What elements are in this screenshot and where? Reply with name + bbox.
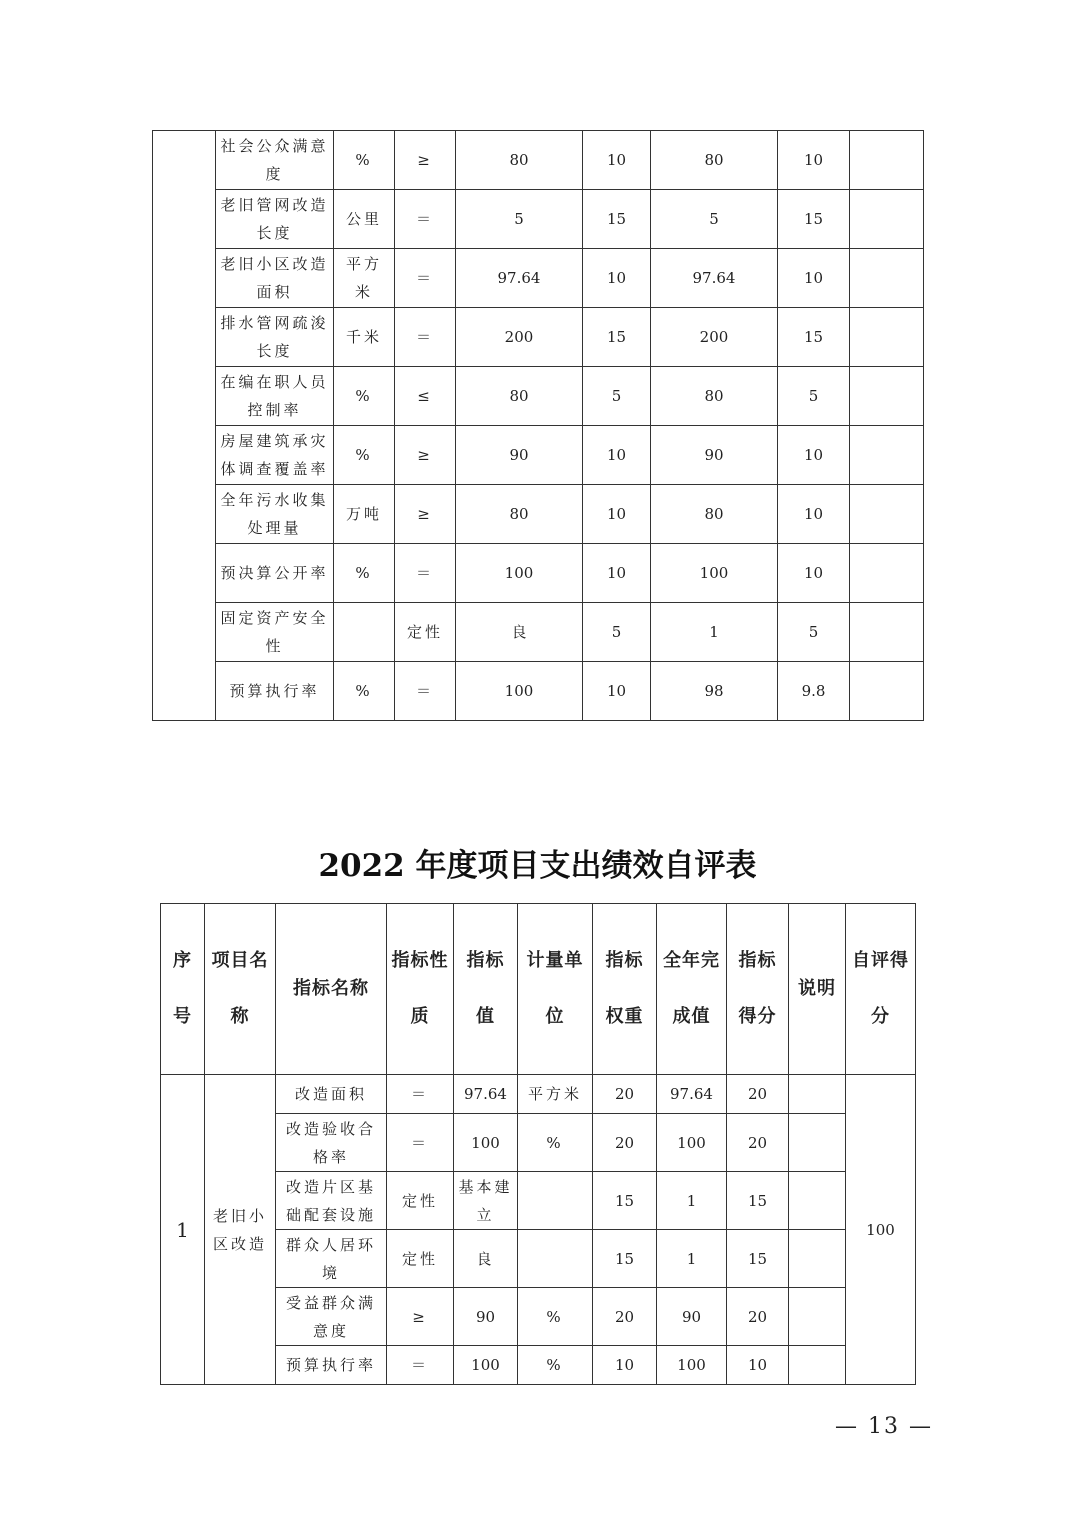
score-cell: 10 [778, 426, 850, 485]
indicator-name: 在编在职人员控制率 [216, 367, 334, 426]
value-cell: 良 [454, 1230, 518, 1288]
indicator-name: 社会公众满意度 [216, 131, 334, 190]
indicator-name: 固定资产安全性 [216, 603, 334, 662]
operator-cell: ≤ [395, 367, 456, 426]
note-cell [850, 662, 924, 721]
table-row [153, 544, 924, 603]
header-score: 指标得分 [727, 904, 789, 1075]
actual-cell: 80 [651, 485, 778, 544]
operator-cell: ＝ [395, 308, 456, 367]
target-cell: 5 [456, 190, 583, 249]
weight-cell: 5 [583, 603, 651, 662]
nature-cell: ＝ [387, 1114, 454, 1172]
indicator-name: 改造验收合格率 [276, 1114, 387, 1172]
indicator-name: 预决算公开率 [216, 544, 334, 603]
table-row [153, 426, 924, 485]
unit-cell: % [518, 1114, 593, 1172]
header-project: 项目名称 [205, 904, 276, 1075]
value-cell: 90 [454, 1288, 518, 1346]
indicator-table-continued [152, 130, 924, 721]
unit-cell [518, 1172, 593, 1230]
weight-cell: 10 [583, 662, 651, 721]
header-value: 指标值 [454, 904, 518, 1075]
target-cell: 80 [456, 131, 583, 190]
indicator-name: 受益群众满意度 [276, 1288, 387, 1346]
target-cell: 100 [456, 662, 583, 721]
note-cell [850, 249, 924, 308]
note-cell [850, 485, 924, 544]
weight-cell: 15 [593, 1230, 657, 1288]
weight-cell: 10 [583, 485, 651, 544]
indicator-name: 排水管网疏浚长度 [216, 308, 334, 367]
actual-cell: 100 [657, 1346, 727, 1385]
table-row [153, 308, 924, 367]
note-cell [850, 308, 924, 367]
actual-cell: 1 [651, 603, 778, 662]
score-cell: 10 [778, 485, 850, 544]
unit-cell [518, 1230, 593, 1288]
header-actual: 全年完成值 [657, 904, 727, 1075]
operator-cell: ≥ [395, 131, 456, 190]
unit-cell: % [334, 662, 395, 721]
score-cell: 15 [727, 1230, 789, 1288]
target-cell: 100 [456, 544, 583, 603]
unit-cell: % [518, 1288, 593, 1346]
weight-cell: 20 [593, 1114, 657, 1172]
indicator-name: 预算执行率 [276, 1346, 387, 1385]
actual-cell: 1 [657, 1172, 727, 1230]
table-row [161, 1075, 916, 1114]
note-cell [789, 1075, 846, 1114]
operator-cell: ≥ [395, 426, 456, 485]
note-cell [850, 426, 924, 485]
header-weight: 指标权重 [593, 904, 657, 1075]
note-cell [789, 1346, 846, 1385]
table-row [153, 367, 924, 426]
indicator-name: 老旧小区改造面积 [216, 249, 334, 308]
note-cell [789, 1230, 846, 1288]
unit-cell [334, 603, 395, 662]
score-cell: 5 [778, 603, 850, 662]
target-cell: 80 [456, 367, 583, 426]
header-self-score: 自评得分 [846, 904, 916, 1075]
score-cell: 10 [727, 1346, 789, 1385]
actual-cell: 90 [657, 1288, 727, 1346]
score-cell: 15 [778, 308, 850, 367]
table-row [153, 190, 924, 249]
indicator-name: 老旧管网改造长度 [216, 190, 334, 249]
actual-cell: 1 [657, 1230, 727, 1288]
header-seq: 序号 [161, 904, 205, 1075]
score-cell: 15 [727, 1172, 789, 1230]
weight-cell: 15 [583, 190, 651, 249]
actual-cell: 97.64 [651, 249, 778, 308]
operator-cell: ＝ [395, 544, 456, 603]
unit-cell: 平方米 [334, 249, 395, 308]
unit-cell: % [334, 544, 395, 603]
note-cell [850, 131, 924, 190]
indicator-name: 群众人居环境 [276, 1230, 387, 1288]
value-cell: 100 [454, 1114, 518, 1172]
note-cell [789, 1114, 846, 1172]
target-cell: 97.64 [456, 249, 583, 308]
unit-cell: 公里 [334, 190, 395, 249]
nature-cell: 定性 [387, 1172, 454, 1230]
operator-cell: ＝ [395, 249, 456, 308]
indicator-name: 改造面积 [276, 1075, 387, 1114]
note-cell [850, 603, 924, 662]
category-cell [153, 131, 216, 721]
weight-cell: 5 [583, 367, 651, 426]
operator-cell: ＝ [395, 662, 456, 721]
actual-cell: 98 [651, 662, 778, 721]
target-cell: 良 [456, 603, 583, 662]
actual-cell: 5 [651, 190, 778, 249]
actual-cell: 97.64 [657, 1075, 727, 1114]
table-row [153, 485, 924, 544]
score-cell: 20 [727, 1114, 789, 1172]
indicator-name: 预算执行率 [216, 662, 334, 721]
indicator-name: 改造片区基础配套设施 [276, 1172, 387, 1230]
weight-cell: 15 [593, 1172, 657, 1230]
nature-cell: ≥ [387, 1288, 454, 1346]
operator-cell: ＝ [395, 190, 456, 249]
value-cell: 基本建立 [454, 1172, 518, 1230]
target-cell: 200 [456, 308, 583, 367]
score-cell: 20 [727, 1288, 789, 1346]
weight-cell: 10 [583, 426, 651, 485]
value-cell: 97.64 [454, 1075, 518, 1114]
project-name-cell: 老旧小区改造 [205, 1075, 276, 1385]
note-cell [789, 1288, 846, 1346]
unit-cell: % [334, 131, 395, 190]
self-score-cell: 100 [846, 1075, 916, 1385]
weight-cell: 10 [583, 544, 651, 603]
table-row [153, 662, 924, 721]
unit-cell: % [334, 367, 395, 426]
header-row [161, 904, 916, 1075]
target-cell: 90 [456, 426, 583, 485]
unit-cell: % [334, 426, 395, 485]
unit-cell: 平方米 [518, 1075, 593, 1114]
weight-cell: 20 [593, 1288, 657, 1346]
actual-cell: 200 [651, 308, 778, 367]
indicator-name: 房屋建筑承灾体调查覆盖率 [216, 426, 334, 485]
page-title: 2022 年度项目支出绩效自评表 [318, 848, 757, 884]
header-indicator: 指标名称 [276, 904, 387, 1075]
score-cell: 5 [778, 367, 850, 426]
score-cell: 20 [727, 1075, 789, 1114]
unit-cell: 千米 [334, 308, 395, 367]
weight-cell: 15 [583, 308, 651, 367]
unit-cell: 万吨 [334, 485, 395, 544]
score-cell: 10 [778, 249, 850, 308]
weight-cell: 10 [583, 131, 651, 190]
note-cell [789, 1172, 846, 1230]
header-nature: 指标性质 [387, 904, 454, 1075]
score-cell: 10 [778, 544, 850, 603]
operator-cell: 定性 [395, 603, 456, 662]
operator-cell: ≥ [395, 485, 456, 544]
nature-cell: ＝ [387, 1346, 454, 1385]
actual-cell: 100 [657, 1114, 727, 1172]
score-cell: 15 [778, 190, 850, 249]
indicator-name: 全年污水收集处理量 [216, 485, 334, 544]
project-self-evaluation-table [160, 903, 916, 1385]
weight-cell: 20 [593, 1075, 657, 1114]
nature-cell: 定性 [387, 1230, 454, 1288]
actual-cell: 90 [651, 426, 778, 485]
note-cell [850, 190, 924, 249]
nature-cell: ＝ [387, 1075, 454, 1114]
header-note: 说明 [789, 904, 846, 1075]
weight-cell: 10 [593, 1346, 657, 1385]
table-row [153, 603, 924, 662]
table-row [153, 249, 924, 308]
score-cell: 9.8 [778, 662, 850, 721]
actual-cell: 80 [651, 131, 778, 190]
target-cell: 80 [456, 485, 583, 544]
note-cell [850, 544, 924, 603]
actual-cell: 80 [651, 367, 778, 426]
seq-cell: 1 [161, 1075, 205, 1385]
value-cell: 100 [454, 1346, 518, 1385]
table-row [153, 131, 924, 190]
score-cell: 10 [778, 131, 850, 190]
actual-cell: 100 [651, 544, 778, 603]
note-cell [850, 367, 924, 426]
page-number: — 13 — [835, 1414, 933, 1439]
header-unit: 计量单位 [518, 904, 593, 1075]
weight-cell: 10 [583, 249, 651, 308]
unit-cell: % [518, 1346, 593, 1385]
